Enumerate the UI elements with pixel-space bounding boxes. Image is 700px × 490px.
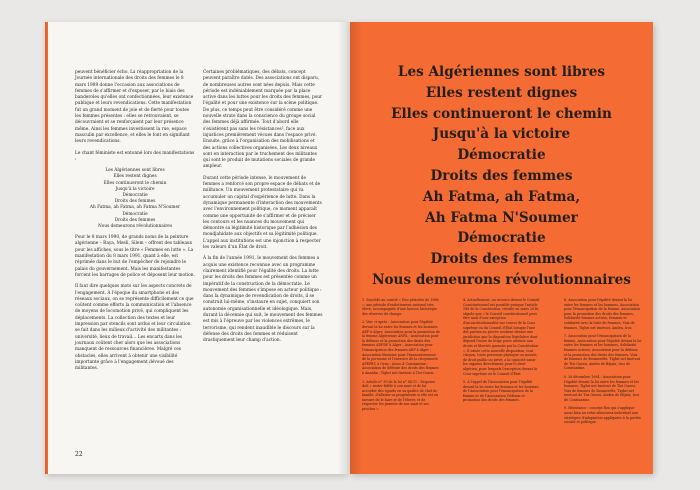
chant-line: Jusqu'à la victoire — [432, 126, 571, 143]
paragraph: Le chant féministe est entonné lors des manifestations : — [75, 150, 195, 162]
footnote: 1. Succède au comité « Duo périodes de 1986 », une période d'endettement national très élevé, accompagnée d'une hausse historique des réserves de change. — [362, 298, 439, 316]
footnote: 5. À l'appel de l'Association pour l'égalité devant la loi entre les femmes et les hommes, de l'Association pour l'émancipation de la femme et de l'Association Défense et promotion des droits des femmes. — [463, 380, 540, 403]
footnotes-column-2 — [463, 298, 541, 407]
footnote: 2. Voir ci-après : Association pour l'égalité devant la loi entre les femmes et les hommes AEF à Alger; Association pour la promotion de la femme Algérienne ANFA ; Association pour la défense et la promotion des droits des femmes ADPDF à Alger ; Association pour l'émancipation des femmes AEF à Alger ; Association féminine pour l'épanouissement de la personne et l'exercice de la citoyenneté AFEPEC à Oran ; Assoc.4 Constantine ; Association de défense des droits des femmes à Annaba ; Tighri net tmetout à Tizi-Ouzou. — [362, 320, 440, 375]
paragraph: À la fin de l'année 1991, le mouvement des femmes a acquis une existence reconnue avec un programme clairement identifié pour l'égalité des droits. La lutte pour les droits des femmes est présentée comme un impératif de la construction de la démocratie. Le mouvement des femmes s'impose en acteur politique : dans la dynamique de revendication de droits, il se construit lui-même, s'instaure en sujet, conquiert son autonomie organisationnelle et idéologique. Mais, durant la décennie qui suit, le mouvement des femmes est mis à l'épreuve par les violences extrêmes, le terrorisme, qui rendent inaudible le discours sur la défense des droits des femmes et réduisent drastiquement leur champ d'action. — [203, 256, 323, 344]
paragraph: Durant cette période intense, le mouvement de femmes a renforcé son propre espace de débats et de militance. Un mouvement protestataire qui va accumuler un capital d'expérience de lutte. Dans la dynamique permanente d'interaction des mouvements avec l'environnement politique, ce moment apparaît comme une opportunité de s'affirmer et de préciser les contours et les nuances du mouvement qui démontre sa légitimité historique par l'adhésion des moudjahidate aux objectifs et sa légitimité politique. L'appel aux institutions est une injonction à respecter les valeurs d'un État de droit. — [203, 175, 322, 251]
paragraph: peuvent bénéficier écho. La réappropriation de la Journée internationale des droits des femmes le 8 mars 1989 donne l'occasion aux associations de femmes de s'affirmer et d'exposer, par le biais des banderoles qu'elles ont confectionnées, leur existence publique et leurs revendications. Cette manifestation fut un grand moment de joie et de fierté pour toutes les femmes présentes : elles se retrouvaient, se découvraient et se renforçaient par leur présence même. Ainsi les femmes investissent la rue, espace masculin par excellence, et elles le font en signifiant leurs revendications. — [75, 70, 194, 145]
slogan-line: Droits des femmes — [114, 217, 156, 223]
left-page — [48, 22, 350, 474]
slogan-line: Nous demeurons révolutionnaires — [97, 223, 173, 229]
chant-line: Elles continueront le chemin — [391, 105, 612, 122]
slogan-list — [75, 168, 195, 230]
chant-line: Droits des femmes — [430, 251, 573, 268]
footnote: 7. Association pour l'émancipation de la femme, Association pour l'égalité devant la loi entre les femmes et les hommes, Solidarité femmes actives, Association pour la défense et la promotion des droits des femmes, Voix de femmes de Boumerdès, Tighri net tmetout de Tizi Ouzou, Amfen de Béjaïa, Iroz de Constantine. — [564, 334, 642, 371]
paragraph: Certaines problématiques, des débats, concept peuvent paraître datés. Des associations ont disparu, de nombreuses autres sont nées depuis. Mais cette période est indéniablement marquée par la place active dans les luttes pour les droits des femmes, pour l'égalité et pour une existence sur la scène politique. De plus, ce temps peut être considéré comme une nouvelle strate dans la conscience du groupe social des femmes déjà affirmée. Tout d'abord elle s'existèrent pas sans les résistances², face aux injustices premièrement vécues dans l'espace privé. Ensuite, grâce à l'organisation des mobilisations et des actions collectives organisées. Les deux niveaux sont en interaction par le truchement des militantes qui sont le produit de mutations sociales de grande ampleur. — [203, 70, 323, 170]
chant-line: Droits des femmes — [430, 167, 573, 184]
text-column-2 — [203, 70, 323, 349]
paragraph: Il faut dire quelques mots sur les aspects concrets de l'engagement. À l'époque du smartphone et des réseaux sociaux, on se représente difficilement ce que coûtent comme efforts la communication et l'absence de moyens de locomotion privé, qui compliquent les déplacements. La collection des textes et leur impression par stencils sont ardus et leur circulation se fait dans les milieux d'activité des militantes : université, lieux de travail… Les encarts dans les journaux coûtent cher alors que les associations manquent de ressources financières. Malgré ces obstacles, elles arrivent à obtenir une visibilité importante grâce à l'engagement dévoué des militantes. — [75, 284, 194, 372]
footnote: 4. Actuellement, un recours devant le Conseil Constitutionnel est possible puisque l'article 188 de la Constitution, révisée en mars 2016, stipule que « le Conseil constitutionnel peut être saisi d'une exception d'inconstitutionnalité sur renvoi de la Cour suprême ou du Conseil d'État lorsque l'une des parties au procès soutient devant une juridiction que la disposition législative dont dépend l'issue du litige porte atteinte aux droits et libertés garantis par la Constitution ». Il existe cette nouvelle disposition, tout citoyen, toute personne physique ou morale, de droit public ou privé, a la capacité saisir les organes directement pour le droit algérien, pour lesquels l'exception devant la Cour suprême ou le Conseil d'État. — [463, 298, 540, 376]
footnote: 8. 28 décembre 1994 : Association pour l'égalité devant la loi entre les femmes et les hommes, Tighri net tmetout de Tizi Ouzou, Voix de femmes de Boumerdès, Tighri net tmetout de Tizi Ouzou, Amfen de Béjaïa, Iroz de Constantine. — [564, 374, 640, 402]
chant-line: Démocratie — [457, 147, 546, 164]
slogan-line: Elles restent dignes — [113, 174, 157, 180]
footnote: 9. Résistance : concept flou qui s'applique aussi bien au refus silencieux individuel aux stratégies d'adaptation appliquées à la portée sociale et politique. — [564, 406, 641, 425]
chant-line: Ah Fatma, ah Fatma, — [422, 188, 581, 205]
footnotes-column-3 — [564, 298, 642, 429]
chant-line: Elles restent dignes — [425, 84, 578, 101]
footnote: 6. Association pour l'égalité devant la loi entre les femmes et les hommes, Association pour l'émancipation de la femme, Association pour la promotion des droits des femmes, Solidarité femmes actives, femmes et solidarité avec la lutte de femmes, Voix de femmes, Tighri net tmetout, Amfen, Iroz. — [564, 298, 641, 330]
chant-line: Nous demeurons révolutionnaires — [372, 271, 631, 288]
chant-line: Démocratie — [457, 230, 546, 247]
footnote: 3. Article n° 39 de la loi n° 84-11 : Disposer doit « rester fidèle à son mari et de lui accorder des égards en sa qualité de chef de famille, d'allaiter sa progéniture si elle est en mesure de le faire et de l'élever, et de respecter les parents de son mari et ses proches ». — [362, 379, 439, 412]
page-edge — [45, 22, 48, 474]
right-page — [350, 22, 653, 474]
chant-block — [350, 62, 653, 291]
page-number: 22 — [75, 451, 83, 458]
paragraph: Pour le 8 mars 1990, de grands noms de la peinture algérienne – Baya, Mesli, Silem – offrent des tableaux pour les affiches, sous le titre « Femmes en lutte ». La manifestation du 8 mars 1991, quant à elle, est réprimée dans le but de l'empêcher de rejoindre le palais du gouvernement. Mais les manifestantes forcent les barrages de police et déposent leur motion. — [75, 235, 195, 278]
slogan-line: Ah Fatma, ah Fatma, ah Fatma N'Soumer — [89, 205, 181, 211]
chant-line: Ah Fatma N'Soumer — [425, 209, 578, 226]
footnotes-column-1 — [362, 298, 440, 416]
slogan-line: Jusqu'à la victoire — [115, 186, 155, 192]
chant-line: Les Algériennes sont libres — [397, 64, 606, 80]
slogan-line: Elles continueront le chemin — [103, 180, 167, 186]
slogan-line: Les Algériennes sont libres — [105, 168, 165, 174]
slogan-line: Démocratie — [122, 192, 148, 198]
text-column-1 — [75, 70, 195, 377]
slogan-line: Démocratie — [122, 211, 148, 217]
slogan-line: Droits des femmes — [114, 199, 156, 205]
